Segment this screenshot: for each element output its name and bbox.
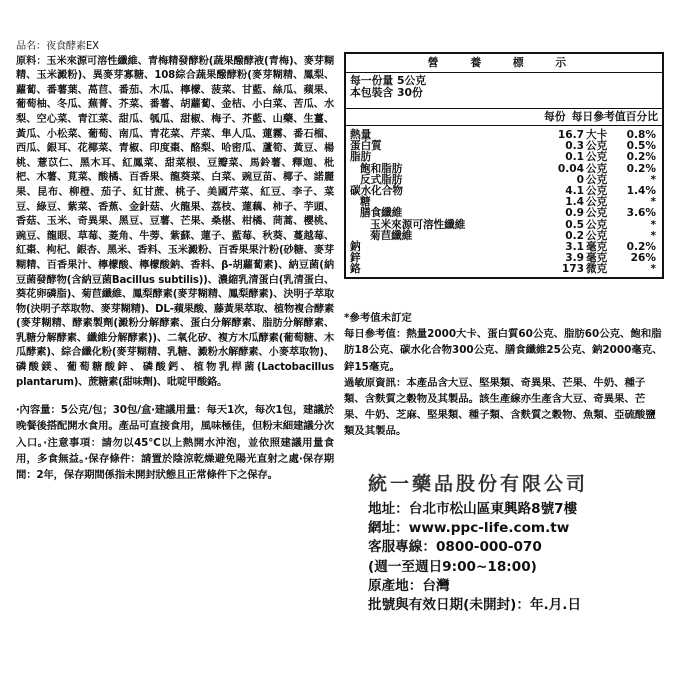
nutrient-value: 0.3 [565, 140, 584, 153]
nutrient-unit: 公克 [586, 207, 608, 220]
nutrient-name: 鉻 [350, 263, 361, 276]
nutrient-unit: 公克 [586, 151, 608, 164]
nutrient-daily-pct: 0.8% [626, 129, 656, 141]
serving-info [346, 73, 662, 109]
nutrient-name: 膳食纖維 [360, 207, 403, 220]
nutrient-unit: 微克 [586, 263, 608, 276]
company-address: 地址：台北市松山區東興路8號7樓 [368, 501, 578, 517]
nutrition-row [346, 208, 662, 219]
col-daily-value: 每日參考值百分比 [571, 110, 658, 123]
nutrient-value: 3.9 [565, 252, 584, 265]
nutrient-unit: 大卡 [586, 129, 608, 141]
nutrient-name: 糖 [360, 196, 371, 209]
col-per-serving: 每份 [544, 110, 566, 123]
nutrient-unit: 公克 [586, 173, 608, 186]
product-name: 品名：夜食酵素EX [16, 41, 99, 52]
nutrient-value: 0 [576, 173, 584, 186]
nutrient-daily-pct: 3.6% [626, 207, 656, 220]
nutrient-name: 熱量 [350, 129, 372, 141]
nutrient-value: 0.04 [557, 162, 584, 175]
nutrition-row [346, 186, 662, 197]
nutrient-daily-pct: 0.5% [626, 140, 656, 153]
nutrient-unit: 毫克 [586, 252, 608, 265]
nutrient-daily-pct: 1.4% [626, 184, 656, 197]
nutrition-row [346, 152, 662, 163]
nutrient-value: 0.2 [565, 229, 584, 242]
nutrition-row [346, 242, 662, 253]
nutrient-value: 0.9 [565, 207, 584, 220]
nutrition-row [346, 264, 662, 275]
nutrition-header [346, 109, 662, 126]
company-website[interactable]: 網址：www.ppc-life.com.tw [368, 520, 570, 537]
serving-size: 每一份量 5公克 [350, 74, 427, 87]
nutrient-daily-pct: 26% [630, 252, 656, 265]
nutrient-daily-pct: * [650, 173, 656, 186]
nutrient-unit: 毫克 [586, 240, 608, 253]
nutrition-row [346, 220, 662, 231]
nutrient-daily-pct: 0.2% [626, 151, 656, 164]
nutrient-unit: 公克 [586, 184, 608, 197]
nutrition-row [346, 231, 662, 242]
contact-panel [368, 500, 668, 615]
nutrition-row [346, 141, 662, 152]
nutrient-unit: 公克 [586, 162, 608, 175]
nutrient-daily-pct: * [650, 218, 656, 231]
nutrient-unit: 公克 [586, 218, 608, 231]
nutrition-row [346, 130, 662, 141]
nutrient-value: 16.7 [557, 129, 584, 141]
nutrition-row [346, 253, 662, 264]
nutrient-name: 玉米來源可溶性纖維 [370, 218, 466, 231]
nutrient-daily-pct: * [650, 196, 656, 209]
nutrient-value: 0.1 [565, 151, 584, 164]
nutrient-name: 脂肪 [350, 151, 372, 164]
servings-per-package: 本包裝含 30份 [350, 86, 423, 99]
company-name: 統一藥品股份有限公司 [368, 473, 589, 495]
reference-note-text: 每日參考值：熱量2000大卡、蛋白質60公克、脂肪60公克、飽和脂肪18公克、碳水化合物300公克、膳食纖維25公克、鈉2000毫克、鋅15毫克。 [344, 328, 663, 373]
nutrient-name: 碳水化合物 [350, 184, 403, 197]
nutrition-rows [346, 126, 662, 277]
usage-instructions: ‧內容量：5公克/包；30包/盒‧建議用量：每天1次，每次1包，建議於晚餐後搭配開水食用。產品可直接食用，風味極佳，但粉末細建議分次入口。‧注意事項：請勿以45°C以上熱開水沖泡，並依照建議用量食用，多食無益。‧保存條件：請置於陰涼乾燥避免陽光直射之處‧保存期間：2年，保存期間係指未開封狀態且正常條件下之保存。 [16, 404, 334, 482]
nutrient-value: 0.5 [565, 218, 584, 231]
nutrient-value: 3.1 [565, 240, 584, 253]
nutrient-unit: 公克 [586, 229, 608, 242]
nutrition-facts-table [344, 52, 664, 279]
reference-note-title: *參考值未訂定 [344, 312, 412, 324]
nutrient-daily-pct: 0.2% [626, 162, 656, 175]
customer-hotline: 客服專線：0800-000-070 [368, 539, 542, 556]
nutrient-name: 反式脂肪 [360, 173, 403, 186]
nutrient-name: 鋅 [350, 252, 361, 265]
ingredients-panel [16, 40, 334, 483]
notes-panel [344, 310, 666, 440]
nutrient-name: 菊苣纖維 [370, 229, 413, 242]
nutrition-title: 營 養 標 示 [346, 54, 662, 73]
nutrient-value: 173 [561, 263, 584, 276]
nutrient-unit: 公克 [586, 196, 608, 209]
ingredients-text: 原料：玉米來源可溶性纖維、青梅精發酵粉(蔬果醱酵液(青梅)、麥芽糊精、玉米澱粉)、異麥芽寡糖、108綜合蔬果醱酵粉(麥芽糊精、鳳梨、蘿蔔、番薯葉、萵苣、番茄、木瓜、檸檬、菠菜、甘藍、絲瓜、蘋果、葡萄柚、冬瓜、蕪菁、芥菜、番薯、胡蘿蔔、金桔、小白菜、苦瓜、水梨、空心菜、青江菜、甜瓜、瓠瓜、甜椒、梅子、芥藍、山藥、生薑、黃瓜、小松菜、葡萄、南瓜、青花菜、芹菜、隼人瓜、蓮霧、番石榴、西瓜、銀耳、花椰菜、青椒、印度棗、酪梨、哈密瓜、蘆筍、黃豆、楊桃、薏苡仁、黑木耳、紅鳳菜、甜菜根、豆瓣菜、馬鈴薯、釋迦、枇杷、木薯、莧菜、酸橘、百香果、龍葵菜、白菜、豌豆苗、椰子、諾麗果、昆布、柳橙、茄子、紅甘蔗、桃子、美國芹菜、紅豆、李子、菜豆、綠豆、紫菜、香蕉、金針菇、火龍果、荔枝、蓮藕、柿子、芋頭、香菇、玉米、奇異果、黑豆、豆薯、芒果、桑椹、柑橘、茼蒿、櫻桃、豌豆、龍眼、草莓、菱角、牛蒡、紫蘇、蓮子、藍莓、秋葵、蔓越莓、紅棗、枸杞、銀杏、黑米、香料、玉米澱粉、百香果果汁粉(砂糖、麥芽糊精、百香果汁、檸檬酸、檸檬酸鈉、香料、β-胡蘿蔔素)、納豆菌(納豆菌發酵物(含納豆菌Bacillus subtilis))、濃縮乳清蛋白(乳清蛋白、葵花卵磷脂)、菊苣纖維、鳳梨酵素(麥芽糊精、鳳梨酵素)、決明子萃取物(決明子萃取物、麥芽糊精)、DL-蘋果酸、藤黃果萃取、植物複合酵素(麥芽糊精、酵素製劑(澱粉分解酵素、蛋白分解酵素、脂肪分解酵素、乳糖分解酵素、纖維分解酵素))、二氧化矽、複方木瓜酵素(葡萄糖、木瓜酵素)、綜合纖化粉(麥芽糊精、乳糖、澱粉水解酵素、小麥萃取物)、磷酸鎂、葡萄糖酸鋅、磷酸鈣、植物乳桿菌(Lactobacillus plantarum)、蔗糖素(甜味劑)、吡啶甲酸鉻。 [16, 55, 334, 388]
nutrient-unit: 公克 [586, 140, 608, 153]
nutrient-name: 鈉 [350, 240, 361, 253]
allergen-info: 過敏原資訊：本產品含大豆、堅果類、奇異果、芒果、牛奶、種子類、含麩質之穀物及其製品。該生產線亦生產含大豆、奇異果、芒果、牛奶、芝麻、堅果類、種子類、含麩質之穀物、魚類、亞硫酸鹽類及其製品。 [344, 376, 656, 438]
nutrient-value: 1.4 [565, 196, 584, 209]
nutrient-daily-pct: * [650, 229, 656, 242]
nutrient-name: 飽和脂肪 [360, 162, 403, 175]
nutrient-name: 蛋白質 [350, 140, 382, 153]
nutrient-daily-pct: * [650, 263, 656, 276]
service-hours: (週一至週日9:00~18:00) [368, 558, 537, 575]
place-of-origin: 原產地：台灣 [368, 577, 450, 594]
nutrient-value: 4.1 [565, 184, 584, 197]
nutrient-daily-pct: 0.2% [626, 240, 656, 253]
batch-expiry: 批號與有效日期(未開封)：年.月.日 [368, 597, 582, 614]
